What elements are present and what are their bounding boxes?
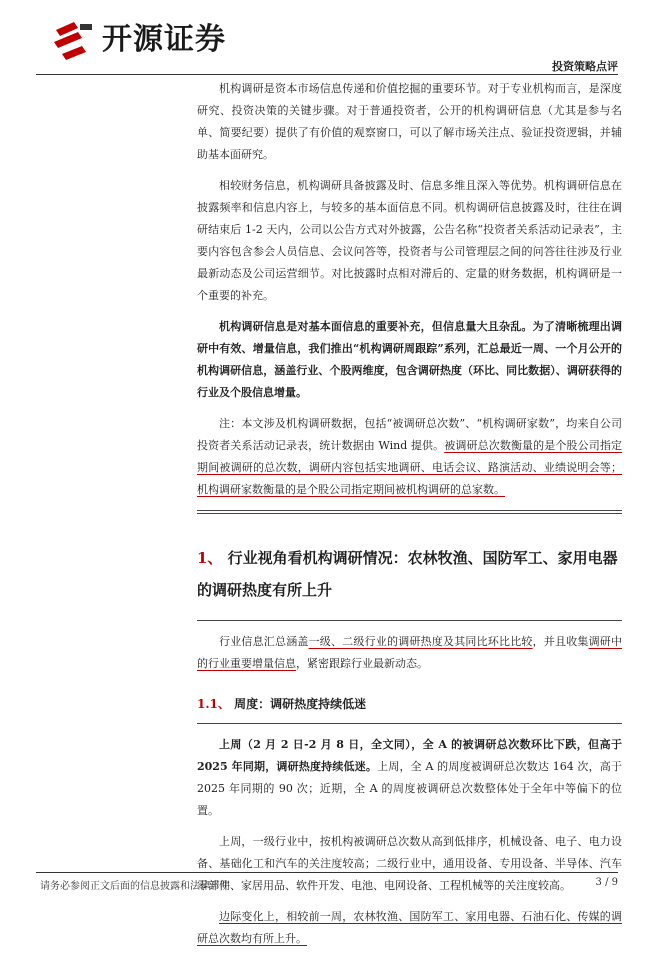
footer-disclaimer: 请务必参阅正文后面的信息披露和法律声明 <box>40 881 230 892</box>
s11-bold-text: 上周（2 月 2 日-2 月 8 日，全文同），全 A 的被调研总次数环比下跌，但高于 2025 年同期，调研热度持续低迷。 <box>197 738 622 773</box>
intro-paragraph-2: 相较财务信息，机构调研具备披露及时、信息多维且深入等优势。机构调研信息在披露频率和信息内容上，与较多的基本面信息不同。机构调研信息披露及时，往往在调研结束后 1-2 天内，公司以公告方式对外披露，公告名称“投资者关系活动记录表”，主要内容包含参会人员信息、会议问答等，投资者与公司管理层之间的问答往往涉及行业最新动态及公司运营细节。对比披露时点相对滞后的、定量的财务数据，机构调研是一个重要的补充。 <box>197 179 622 302</box>
page-number: 3 / 9 <box>595 877 618 888</box>
main-content <box>197 78 622 959</box>
s1-text-a: 行业信息汇总涵盖 <box>219 635 309 648</box>
section-1-1-paragraph-1 <box>197 734 622 822</box>
section-divider <box>197 510 622 514</box>
note-text: 注：本文涉及机构调研数据，包括“被调研总次数”、“机构调研家数”，均来自公司投资者关系活动记录表，统计数据由 Wind 提供。 <box>197 417 622 452</box>
logo <box>52 20 226 60</box>
section-1-divider <box>197 620 622 621</box>
section-1-heading <box>197 542 622 606</box>
section-1-1-heading <box>197 693 622 715</box>
section-1-1-title: 周度：调研热度持续低迷 <box>234 697 367 711</box>
s1-underlined-b: 调研中的行业重要增量信息 <box>197 635 623 670</box>
s11-plain-text: 上周，全 A 的周度被调研总次数达 164 次，高于 2025 年同期的 90 次；近期，全 A 的周度被调研总次数整体处于全年中等偏下的位置。 <box>197 760 622 817</box>
intro-paragraph-1: 机构调研是资本市场信息传递和价值挖掘的重要环节。对于专业机构而言，是深度研究、投资决策的关键步骤。对于普通投资者，公开的机构调研信息（尤其是参与名单、简要纪要）提供了有价值的观察窗口，可以了解市场关注点、验证投资逻辑，并辅助基本面研究。 <box>197 82 622 161</box>
intro-note <box>197 413 622 501</box>
note-underlined-text: 被调研总次数衡量的是个股公司指定期间被调研的总次数，调研内容包括实地调研、电话会议、路演活动、业绩说明会等；机构调研家数衡量的是个股公司指定期间被机构调研的总家数。 <box>197 439 623 496</box>
section-1-1-divider <box>197 723 622 724</box>
intro-paragraph-3: 机构调研信息是对基本面信息的重要补充，但信息量大且杂乱。为了清晰梳理出调研中有效、增量信息，我们推出“机构调研周跟踪”系列，汇总最近一周、一个月公开的机构调研信息，涵盖行业、个股两维度，包含调研热度（环比、同比数据）、调研获得的行业及个股信息增量。 <box>197 320 622 399</box>
s1-text-c: ，紧密跟踪行业最新动态。 <box>296 657 428 670</box>
s1-text-b: ，并且收集 <box>532 635 589 648</box>
kaiyuan-logo-icon <box>52 20 94 60</box>
section-1-number: 1、 <box>197 549 223 567</box>
s11-underlined-text: 边际变化上，相较前一周，农林牧渔、国防军工、家用电器、石油石化、传媒的调研总次数均有所上升。 <box>197 910 622 945</box>
report-type: 投资策略点评 <box>552 60 618 73</box>
header-divider <box>36 74 618 75</box>
company-name: 开源证券 <box>102 22 226 57</box>
s1-underlined-a: 一级、二级行业的调研热度及其同比环比比较 <box>308 635 533 648</box>
section-1-1-paragraph-3 <box>197 906 622 950</box>
section-1-title: 行业视角看机构调研情况：农林牧渔、国防军工、家用电器的调研热度有所上升 <box>197 549 618 599</box>
section-1-paragraph <box>197 631 622 675</box>
section-1-1-number: 1.1、 <box>197 697 230 711</box>
section-1-1-paragraph-2: 上周，一级行业中，按机构被调研总次数从高到低排序，机械设备、电子、电力设备、基础化工和汽车的关注度较高；二级行业中，通用设备、专用设备、半导体、汽车零部件、家居用品、软件开发、电池、电网设备、工程机械等的关注度较高。 <box>197 835 622 892</box>
footer-divider <box>36 872 618 873</box>
